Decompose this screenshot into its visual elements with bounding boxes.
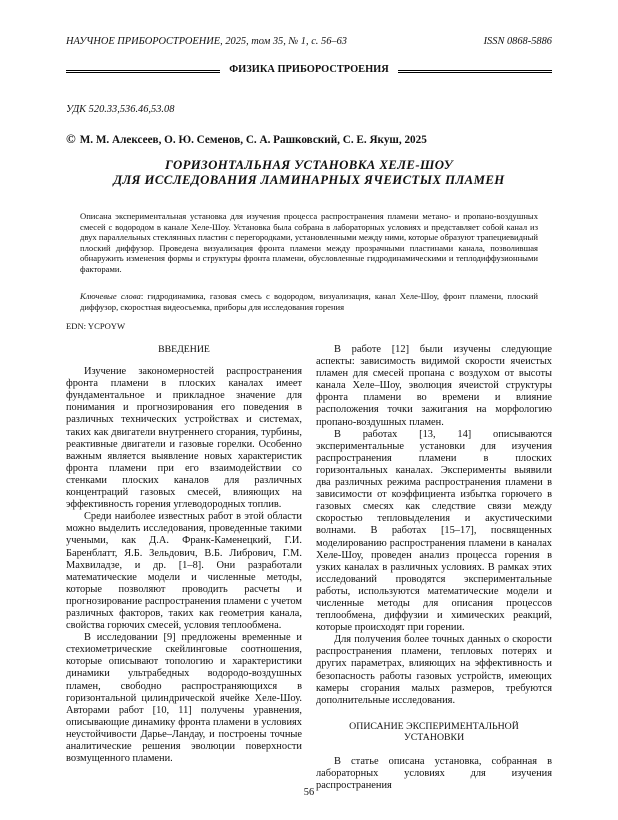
running-header bbox=[66, 36, 552, 47]
paragraph: Для получения более точных данных о скорости распространения пламени, тепловых потерях и других параметрах, влияющих на эффективность и безопасность работы газовых устройств, имеющих камеры сгорания малых размеров, требуются дополнительные исследования. bbox=[316, 634, 552, 706]
keywords bbox=[80, 291, 538, 312]
paragraph: В статье описана установка, собранная в лабораторных условиях для изучения распространения bbox=[316, 755, 552, 791]
authors-line bbox=[66, 131, 552, 147]
edn-code: EDN: YCPOYW bbox=[66, 321, 126, 331]
paragraph: В исследовании [9] предложены временные и стехиометрические скейлинговые соотношения, которые описывают топологию и характеристики динамики ультрабедных водородо-воздушных пламен, свободно распространяющихся в горизонтальной цилиндрической ячейке Хеле-Шоу. Авторами работ [10, 11] получены уравнения, описывающие динамику фронта пламени в условиях неустойчивости Дарье–Ландау, и построены точные аналитические решения эволюции поверхности возмущенного пламени. bbox=[66, 632, 302, 765]
paragraph: Изучение закономерностей распространения фронта пламени в плоских каналах имеет фундаментальное и прикладное значение для понимания и прогнозирования его поведения в различных технических устройствах и системах, таких как двигатели внутреннего сгорания, турбины, реактивные двигатели и газовые горелки. Особенно важным является выявление новых характеристик фронта пламени при его взаимодействии со стенками плоских каналов для различных концентраций газовых смесей, влияющих на эффективность горения углеводородных топлив. bbox=[66, 366, 302, 511]
section-label: ФИЗИКА ПРИБОРОСТРОЕНИЯ bbox=[229, 64, 389, 75]
left-column bbox=[66, 344, 302, 765]
section-rule-right bbox=[398, 70, 552, 73]
title-line-2: ДЛЯ ИССЛЕДОВАНИЯ ЛАМИНАРНЫХ ЯЧЕИСТЫХ ПЛАМЕН bbox=[113, 173, 505, 187]
udk-code: УДК 520.33,536.46,53.08 bbox=[66, 104, 175, 115]
keywords-text: : гидродинамика, газовая смесь с водородом, визуализация, канал Хеле-Шоу, фронт пламени, плоский диффузор, скоростная видеосъемка, приборы для исследования горения bbox=[80, 291, 539, 312]
journal-citation: НАУЧНОЕ ПРИБОРОСТРОЕНИЕ, 2025, том 35, № 1, с. 56–63 bbox=[66, 36, 347, 47]
copyright-icon: © bbox=[66, 131, 76, 146]
title-line-1: ГОРИЗОНТАЛЬНАЯ УСТАНОВКА ХЕЛЕ-ШОУ bbox=[164, 158, 453, 172]
page-number: 56 bbox=[303, 787, 315, 798]
section-band bbox=[66, 62, 552, 78]
section-heading-setup bbox=[316, 721, 552, 744]
right-column bbox=[316, 344, 552, 792]
paragraph: В работах [13, 14] описываются экспериментальные установки для изучения распространения пламени в плоских горизонтальных каналах. Эксперименты выявили два различных режима распространения пламени в зависимости от коэффициента избытка горючего в газовых смесях как следствие связи между скоростью тепловыделения и акустическими волнами. В работах [15–17], посвященных моделированию распространения пламени в каналах Хеле-Шоу, проведен анализ процесса горения в узких каналах в различных условиях. В рамках этих исследований проводятся экспериментальные работы, используются математические модели и численные методы для описания процессов теплообмена, диффузии и химических реакций, которые происходят при горении. bbox=[316, 428, 552, 634]
paragraph: В работе [12] были изучены следующие аспекты: зависимость видимой скорости ячеистых пламен для смесей пропана с воздухом от высоты канала Хеле–Шоу, эволюция ячеистой структуры фронта пламени во времени и влияние расположения точки зажигания на морфологию пропано-воздушных пламен. bbox=[316, 344, 552, 428]
article-title bbox=[66, 158, 552, 188]
issn: ISSN 0868-5886 bbox=[483, 36, 552, 47]
keywords-label: Ключевые слова bbox=[80, 291, 141, 301]
section-heading-setup-line-1: ОПИСАНИЕ ЭКСПЕРИМЕНТАЛЬНОЙ bbox=[349, 720, 519, 732]
abstract: Описана экспериментальная установка для изучения процесса распространения пламени метано- и пропано-воздушных смесей с водородом в канале Хеле-Шоу. Установка была собрана в лабораторных условиях и представляет собой канал из двух параллельных стеклянных пластин с перегородками, установленными между ними, которые образуют трапециевидный плоский диффузор. Проведена визуализация фронта пламени между прозрачными пластинами канала, позволившая обнаружить изменения формы и структуры фронта пламени, обусловленные гидродинамическими и теплодиффузионными факторами. bbox=[80, 211, 538, 274]
paragraph: Среди наиболее известных работ в этой области можно выделить исследования, проведенные такими учеными, как Д.А. Франк-Каменецкий, Г.И. Баренблатт, Я.Б. Зельдович, В.Б. Либрович, Г.М. Махвиладзе, и др. [1–8]. Они разработали математические модели и численные методы, которые позволяют проводить расчеты и прогнозирование распространения пламени с учетом различных факторов, таких как геометрия канала, свойства горючих смесей, условия теплообмена. bbox=[66, 511, 302, 632]
section-heading-introduction: ВВЕДЕНИЕ bbox=[158, 344, 210, 355]
section-heading-setup-line-2: УСТАНОВКИ bbox=[403, 732, 465, 744]
authors: М. М. Алексеев, О. Ю. Семенов, С. А. Рашковский, С. Е. Якуш, 2025 bbox=[79, 134, 427, 146]
